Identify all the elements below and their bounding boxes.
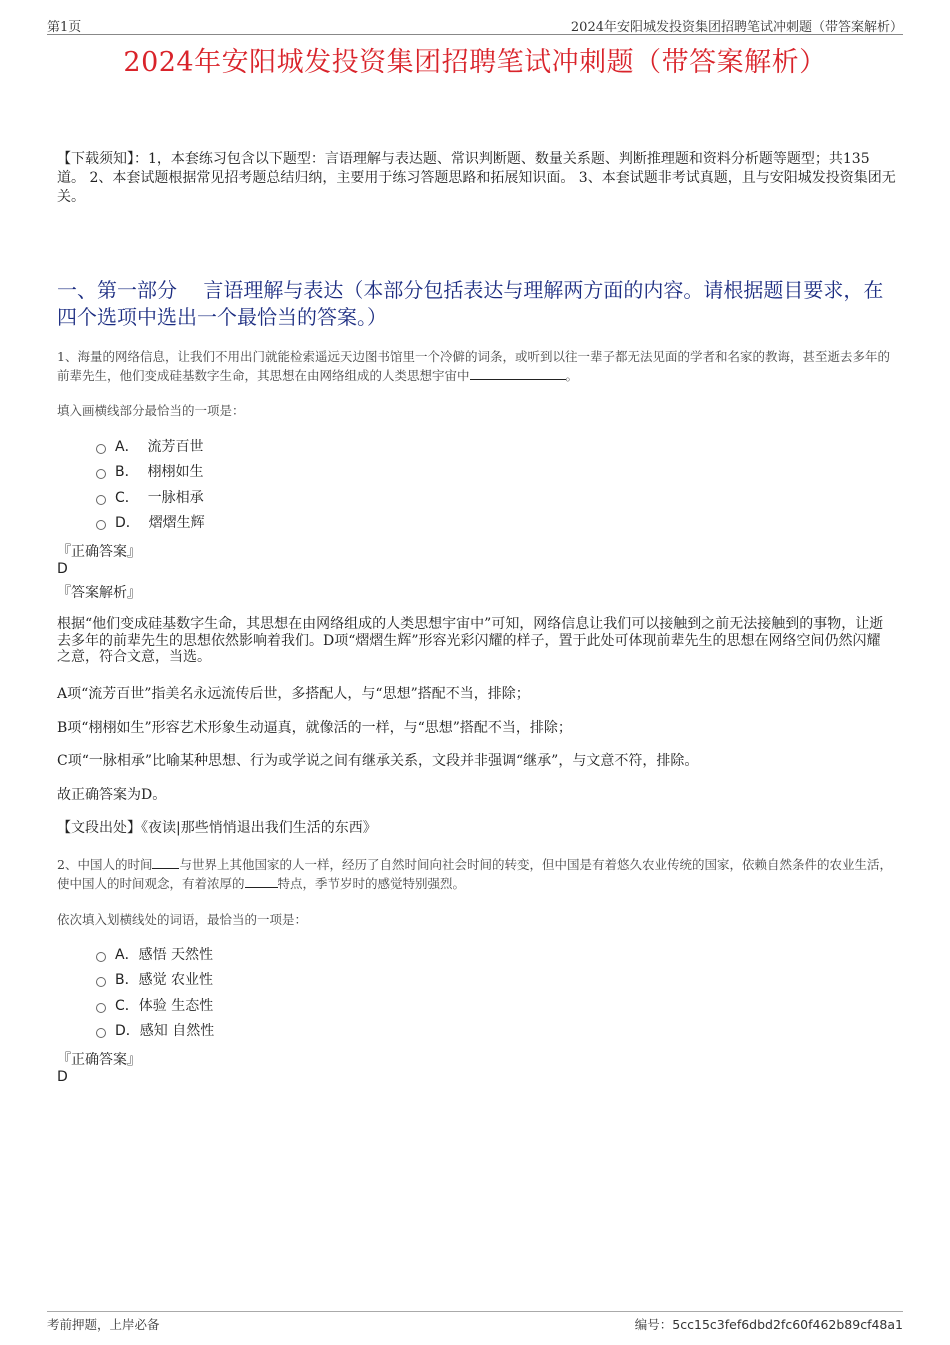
option-d[interactable] — [96, 510, 205, 536]
radio-icon[interactable] — [96, 469, 106, 479]
analysis-paragraph: 根据“他们变成硅基数字生命，其思想在由网络组成的人类思想宇宙中”可知，网络信息让我们可以接触到之前无法接触到的事物，让逝去多年的前辈先生的思想依然影响着我们。D项“熠熠生辉”形容光彩闪耀的样子，置于此处可体现前辈先生的思想在网络空间仍然闪耀之意，符合文意，当选。 — [57, 616, 884, 665]
option-text: 栩栩如生 — [147, 464, 204, 481]
header-doc-title: 2024年安阳城发投资集团招聘笔试冲刺题（带答案解析） — [570, 20, 903, 35]
option-b[interactable] — [96, 967, 214, 993]
question-1-prompt: 填入画横线部分最恰当的一项是： — [57, 403, 245, 418]
answer-blank — [470, 367, 566, 380]
document-code: 编号：5cc15c3fef6dbd2fc60f462b89cf48a1 — [634, 1317, 903, 1332]
question-1-end: 。 — [565, 368, 579, 383]
option-text: 感悟 天然性 — [138, 946, 214, 963]
answer-label: 『正确答案』 — [57, 544, 141, 560]
option-text: 一脉相承 — [147, 489, 204, 506]
source-citation: 【文段出处】《夜读|那些悄悄退出我们生活的东西》 — [57, 820, 377, 836]
analysis-paragraph: A项“流芳百世”指美名永远流传后世，多搭配人，与“思想”搭配不当，排除； — [57, 686, 530, 702]
answer-blank — [152, 856, 179, 869]
download-notice: 【下载须知】：1，本套练习包含以下题型：言语理解与表达题、常识判断题、数量关系题、判断推理题和资料分析题等题型；共135道。 2、本套试题根据常见招考题总结归纳，主要用于练习答题思路和拓展知识面。 3、本套试题非考试真题，且与安阳城发投资集团无关。 — [57, 151, 896, 205]
option-text: 流芳百世 — [147, 438, 204, 455]
option-d[interactable] — [96, 1018, 214, 1044]
option-letter: D． — [115, 515, 140, 532]
radio-icon[interactable] — [96, 444, 106, 454]
option-letter: B． — [115, 972, 139, 989]
radio-icon[interactable] — [96, 520, 106, 530]
radio-icon[interactable] — [96, 977, 106, 987]
question-2-text: 与世界上其他国家的人一样，经历了自然时间向社会时间的转变，但中国是有着悠久农业传统的国家，依赖自然条件的农业生活，使中国人的时间观念，有着浓厚的 — [57, 857, 892, 891]
analysis-paragraph: B项“栩栩如生”形容艺术形象生动逼真，就像活的一样，与“思想”搭配不当，排除； — [57, 720, 572, 736]
option-text: 体验 生态性 — [138, 997, 214, 1014]
radio-icon[interactable] — [96, 1003, 106, 1013]
answer-value: D — [57, 561, 68, 577]
option-letter: C． — [115, 997, 139, 1014]
question-2-text: 2、中国人的时间 — [57, 857, 153, 872]
question-2-stem — [57, 855, 897, 893]
footer-slogan: 考前押题，上岸必备 — [47, 1317, 160, 1332]
section-heading: 一、第一部分 言语理解与表达（本部分包括表达与理解两方面的内容。请根据题目要求，在四个选项中选出一个最恰当的答案。） — [57, 278, 884, 329]
question-1-stem — [57, 347, 897, 385]
option-letter: A． — [115, 438, 139, 455]
radio-icon[interactable] — [96, 952, 106, 962]
question-1-options — [96, 433, 205, 535]
page-header — [47, 14, 903, 35]
option-letter: B． — [115, 464, 139, 481]
radio-icon[interactable] — [96, 1028, 106, 1038]
question-2-options — [96, 941, 214, 1043]
question-2-prompt: 依次填入划横线处的词语，最恰当的一项是： — [57, 912, 308, 927]
option-letter: D． — [115, 1023, 140, 1040]
question-1-text: 1、海量的网络信息，让我们不用出门就能检索遥远天边图书馆里一个冷僻的词条，或听到以往一辈子都无法见面的学者和名家的教诲，甚至逝去多年的前辈先生，他们变成硅基数字生命，其思想在由网络组成的人类思想宇宙中 — [57, 349, 890, 383]
question-2-text: 特点，季节岁时的感觉特别强烈。 — [277, 876, 466, 891]
page-footer — [47, 1311, 903, 1336]
option-a[interactable] — [96, 433, 205, 459]
answer-value: D — [57, 1069, 68, 1085]
answer-label: 『正确答案』 — [57, 1052, 141, 1068]
analysis-paragraph: 故正确答案为D。 — [57, 787, 167, 803]
option-text: 感觉 农业性 — [138, 972, 214, 989]
answer-blank — [245, 875, 278, 888]
analysis-paragraph: C项“一脉相承”比喻某种思想、行为或学说之间有继承关系，文段并非强调“继承”，与文意不符，排除。 — [57, 753, 699, 769]
option-c[interactable] — [96, 484, 205, 510]
page-title: 2024年安阳城发投资集团招聘笔试冲刺题（带答案解析） — [123, 47, 827, 78]
option-text: 感知 自然性 — [139, 1023, 215, 1040]
page-number: 第1页 — [47, 20, 82, 35]
radio-icon[interactable] — [96, 495, 106, 505]
option-b[interactable] — [96, 459, 205, 485]
analysis-label: 『答案解析』 — [57, 585, 141, 601]
option-a[interactable] — [96, 941, 214, 967]
option-c[interactable] — [96, 992, 214, 1018]
option-letter: C． — [115, 489, 139, 506]
option-text: 熠熠生辉 — [148, 515, 205, 532]
option-letter: A． — [115, 946, 139, 963]
